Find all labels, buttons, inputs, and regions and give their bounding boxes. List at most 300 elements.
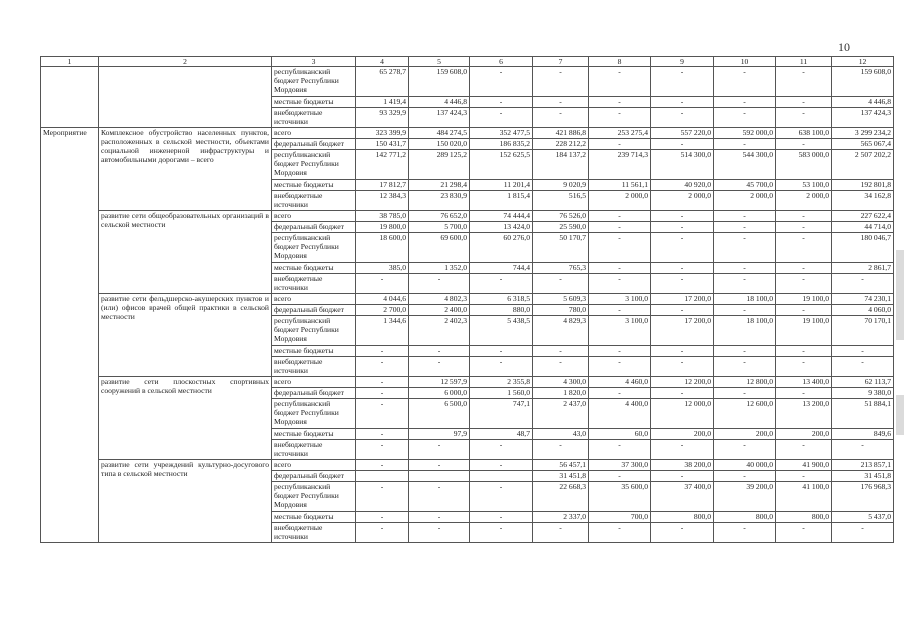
amount-cell: - xyxy=(533,108,589,128)
amount-cell: 2 000,0 xyxy=(776,191,832,211)
amount-cell: - xyxy=(409,346,470,357)
table-row xyxy=(41,294,894,305)
amount-cell: - xyxy=(589,523,651,543)
funding-source: внебюджетные источники xyxy=(272,357,356,377)
amount-cell: - xyxy=(470,67,533,97)
amount-cell: - xyxy=(776,346,832,357)
amount-cell: - xyxy=(714,211,776,222)
amount-cell: 3 299 234,2 xyxy=(832,128,894,139)
amount-cell: 200,0 xyxy=(776,429,832,440)
amount-cell: - xyxy=(589,471,651,482)
amount-cell: 228 212,2 xyxy=(533,139,589,150)
amount-cell: - xyxy=(714,263,776,274)
amount-cell: - xyxy=(714,305,776,316)
column-number: 7 xyxy=(533,57,589,67)
table-row xyxy=(41,67,894,97)
column-number: 1 xyxy=(41,57,99,67)
amount-cell: 13 200,0 xyxy=(776,399,832,429)
amount-cell: 4 060,0 xyxy=(832,305,894,316)
amount-cell: 31 451,8 xyxy=(832,471,894,482)
funding-source: федеральный бюджет xyxy=(272,222,356,233)
table-row xyxy=(41,460,894,471)
amount-cell: - xyxy=(651,357,714,377)
column-number: 4 xyxy=(356,57,409,67)
amount-cell: 2 400,0 xyxy=(409,305,470,316)
amount-cell: 592 000,0 xyxy=(714,128,776,139)
amount-cell: - xyxy=(356,523,409,543)
amount-cell: - xyxy=(470,523,533,543)
amount-cell: 12 384,3 xyxy=(356,191,409,211)
amount-cell: 5 609,3 xyxy=(533,294,589,305)
activity-description: развитие сети фельдшерско-акушерских пунктов и (или) офисов врачей общей практики в сельской местности xyxy=(99,294,272,377)
amount-cell: - xyxy=(470,440,533,460)
funding-source: всего xyxy=(272,211,356,222)
funding-source: всего xyxy=(272,460,356,471)
column-number: 9 xyxy=(651,57,714,67)
amount-cell: 744,4 xyxy=(470,263,533,274)
amount-cell: 150 431,7 xyxy=(356,139,409,150)
amount-cell: 227 622,4 xyxy=(832,211,894,222)
amount-cell: 4 802,3 xyxy=(409,294,470,305)
amount-cell: - xyxy=(651,211,714,222)
amount-cell: 176 968,3 xyxy=(832,482,894,512)
amount-cell: - xyxy=(651,346,714,357)
amount-cell: 11 561,1 xyxy=(589,180,651,191)
amount-cell: 19 100,0 xyxy=(776,316,832,346)
amount-cell: - xyxy=(356,399,409,429)
column-number: 8 xyxy=(589,57,651,67)
amount-cell xyxy=(470,471,533,482)
amount-cell: - xyxy=(651,523,714,543)
amount-cell: 159 608,0 xyxy=(409,67,470,97)
amount-cell: - xyxy=(356,357,409,377)
amount-cell: 4 300,0 xyxy=(533,377,589,388)
amount-cell: - xyxy=(651,222,714,233)
amount-cell: 17 812,7 xyxy=(356,180,409,191)
amount-cell: - xyxy=(356,440,409,460)
amount-cell: 25 590,0 xyxy=(533,222,589,233)
amount-cell: 1 560,0 xyxy=(470,388,533,399)
amount-cell: - xyxy=(533,97,589,108)
amount-cell: - xyxy=(776,139,832,150)
amount-cell: 4 829,3 xyxy=(533,316,589,346)
amount-cell: - xyxy=(832,357,894,377)
column-number: 6 xyxy=(470,57,533,67)
amount-cell: - xyxy=(356,429,409,440)
amount-cell: - xyxy=(409,523,470,543)
amount-cell: - xyxy=(714,274,776,294)
column-number: 2 xyxy=(99,57,272,67)
column-number: 5 xyxy=(409,57,470,67)
amount-cell: - xyxy=(651,263,714,274)
activity-description: развитие сети учреждений культурно-досугового типа в сельской местности xyxy=(99,460,272,543)
amount-cell: 239 714,3 xyxy=(589,150,651,180)
funding-source: внебюджетные источники xyxy=(272,108,356,128)
amount-cell: - xyxy=(356,377,409,388)
amount-cell: 97,9 xyxy=(409,429,470,440)
amount-cell: - xyxy=(714,222,776,233)
amount-cell: - xyxy=(776,357,832,377)
amount-cell: 5 438,5 xyxy=(470,316,533,346)
amount-cell: - xyxy=(589,67,651,97)
amount-cell: 6 500,0 xyxy=(409,399,470,429)
amount-cell: - xyxy=(409,460,470,471)
amount-cell: - xyxy=(409,440,470,460)
amount-cell: - xyxy=(776,263,832,274)
amount-cell: - xyxy=(470,512,533,523)
scan-mark xyxy=(896,395,904,435)
amount-cell: 1 352,0 xyxy=(409,263,470,274)
amount-cell: - xyxy=(651,97,714,108)
amount-cell xyxy=(409,471,470,482)
funding-source: федеральный бюджет xyxy=(272,471,356,482)
amount-cell: 4 460,0 xyxy=(589,377,651,388)
amount-cell: 213 857,1 xyxy=(832,460,894,471)
amount-cell: 2 507 202,2 xyxy=(832,150,894,180)
amount-cell: 19 100,0 xyxy=(776,294,832,305)
amount-cell: 34 162,8 xyxy=(832,191,894,211)
amount-cell: 4 044,6 xyxy=(356,294,409,305)
column-number: 12 xyxy=(832,57,894,67)
amount-cell: - xyxy=(409,482,470,512)
amount-cell: - xyxy=(589,108,651,128)
amount-cell: 12 200,0 xyxy=(651,377,714,388)
amount-cell: 557 220,0 xyxy=(651,128,714,139)
amount-cell: 2 000,0 xyxy=(714,191,776,211)
amount-cell: 48,7 xyxy=(470,429,533,440)
amount-cell: - xyxy=(589,211,651,222)
amount-cell: - xyxy=(776,305,832,316)
amount-cell: - xyxy=(533,67,589,97)
amount-cell: - xyxy=(589,357,651,377)
amount-cell: - xyxy=(409,274,470,294)
amount-cell: - xyxy=(776,471,832,482)
scan-mark xyxy=(896,250,904,340)
amount-cell: - xyxy=(533,440,589,460)
amount-cell: 38 785,0 xyxy=(356,211,409,222)
amount-cell: - xyxy=(714,388,776,399)
table-row xyxy=(41,128,894,139)
row-type-cell xyxy=(41,67,99,128)
amount-cell: 41 100,0 xyxy=(776,482,832,512)
amount-cell: 849,6 xyxy=(832,429,894,440)
amount-cell: - xyxy=(356,460,409,471)
amount-cell: 1 815,4 xyxy=(470,191,533,211)
funding-source: местные бюджеты xyxy=(272,97,356,108)
amount-cell: 421 886,8 xyxy=(533,128,589,139)
amount-cell: 747,1 xyxy=(470,399,533,429)
amount-cell: - xyxy=(714,523,776,543)
amount-cell: 880,0 xyxy=(470,305,533,316)
amount-cell: - xyxy=(589,388,651,399)
column-number-row xyxy=(41,57,894,67)
amount-cell: - xyxy=(589,139,651,150)
amount-cell: 51 884,1 xyxy=(832,399,894,429)
budget-table xyxy=(40,56,894,543)
amount-cell: 780,0 xyxy=(533,305,589,316)
amount-cell: - xyxy=(589,274,651,294)
funding-source: внебюджетные источники xyxy=(272,274,356,294)
funding-source: федеральный бюджет xyxy=(272,388,356,399)
amount-cell: 583 000,0 xyxy=(776,150,832,180)
amount-cell: - xyxy=(589,97,651,108)
amount-cell: 800,0 xyxy=(651,512,714,523)
amount-cell: 4 446,8 xyxy=(832,97,894,108)
amount-cell: 37 300,0 xyxy=(589,460,651,471)
amount-cell: 9 020,9 xyxy=(533,180,589,191)
amount-cell: 2 355,8 xyxy=(470,377,533,388)
amount-cell: - xyxy=(533,274,589,294)
amount-cell: 38 200,0 xyxy=(651,460,714,471)
amount-cell: - xyxy=(470,97,533,108)
amount-cell: - xyxy=(714,357,776,377)
amount-cell: - xyxy=(776,523,832,543)
amount-cell: - xyxy=(589,346,651,357)
amount-cell: 53 100,0 xyxy=(776,180,832,191)
amount-cell: 69 600,0 xyxy=(409,233,470,263)
amount-cell: 17 200,0 xyxy=(651,294,714,305)
amount-cell: - xyxy=(470,108,533,128)
amount-cell: 3 100,0 xyxy=(589,294,651,305)
amount-cell: 50 170,7 xyxy=(533,233,589,263)
amount-cell: - xyxy=(651,388,714,399)
amount-cell: 6 318,5 xyxy=(470,294,533,305)
funding-source: республиканский бюджет Республики Мордовия xyxy=(272,67,356,97)
amount-cell: 31 451,8 xyxy=(533,471,589,482)
amount-cell: 62 113,7 xyxy=(832,377,894,388)
amount-cell: 4 400,0 xyxy=(589,399,651,429)
amount-cell: 56 457,1 xyxy=(533,460,589,471)
funding-source: местные бюджеты xyxy=(272,429,356,440)
funding-source: местные бюджеты xyxy=(272,263,356,274)
amount-cell: - xyxy=(776,388,832,399)
amount-cell: - xyxy=(714,108,776,128)
amount-cell: 2 000,0 xyxy=(651,191,714,211)
amount-cell: 41 900,0 xyxy=(776,460,832,471)
amount-cell: 2 337,0 xyxy=(533,512,589,523)
amount-cell: 13 424,0 xyxy=(470,222,533,233)
funding-source: республиканский бюджет Республики Мордовия xyxy=(272,150,356,180)
amount-cell: - xyxy=(832,274,894,294)
amount-cell: - xyxy=(533,357,589,377)
amount-cell: 22 668,3 xyxy=(533,482,589,512)
amount-cell: 12 600,0 xyxy=(714,399,776,429)
amount-cell: 159 608,0 xyxy=(832,67,894,97)
amount-cell: - xyxy=(589,222,651,233)
amount-cell: 186 835,2 xyxy=(470,139,533,150)
amount-cell: 13 400,0 xyxy=(776,377,832,388)
table-row xyxy=(41,211,894,222)
amount-cell: - xyxy=(776,274,832,294)
amount-cell: 18 600,0 xyxy=(356,233,409,263)
amount-cell: - xyxy=(589,263,651,274)
amount-cell: - xyxy=(714,233,776,263)
amount-cell: 2 700,0 xyxy=(356,305,409,316)
amount-cell: 40 000,0 xyxy=(714,460,776,471)
amount-cell: - xyxy=(651,274,714,294)
amount-cell: - xyxy=(651,67,714,97)
amount-cell: 70 170,1 xyxy=(832,316,894,346)
amount-cell: 352 477,5 xyxy=(470,128,533,139)
amount-cell: - xyxy=(356,274,409,294)
funding-source: республиканский бюджет Республики Мордовия xyxy=(272,399,356,429)
amount-cell: - xyxy=(714,471,776,482)
column-number: 11 xyxy=(776,57,832,67)
row-type-cell: Мероприятие xyxy=(41,128,99,543)
amount-cell: - xyxy=(832,523,894,543)
amount-cell: 800,0 xyxy=(776,512,832,523)
amount-cell: 638 100,0 xyxy=(776,128,832,139)
amount-cell: 5 437,0 xyxy=(832,512,894,523)
amount-cell: - xyxy=(533,523,589,543)
amount-cell: 37 400,0 xyxy=(651,482,714,512)
amount-cell: 200,0 xyxy=(651,429,714,440)
amount-cell: - xyxy=(776,440,832,460)
funding-source: всего xyxy=(272,128,356,139)
amount-cell: 17 200,0 xyxy=(651,316,714,346)
amount-cell: - xyxy=(589,440,651,460)
amount-cell: - xyxy=(776,233,832,263)
amount-cell: 76 526,0 xyxy=(533,211,589,222)
funding-source: всего xyxy=(272,377,356,388)
amount-cell: 74 230,1 xyxy=(832,294,894,305)
amount-cell: 3 100,0 xyxy=(589,316,651,346)
amount-cell: 35 600,0 xyxy=(589,482,651,512)
amount-cell: 23 830,9 xyxy=(409,191,470,211)
amount-cell: - xyxy=(651,305,714,316)
amount-cell: - xyxy=(470,346,533,357)
funding-source: внебюджетные источники xyxy=(272,523,356,543)
amount-cell: 12 597,9 xyxy=(409,377,470,388)
amount-cell: 253 275,4 xyxy=(589,128,651,139)
amount-cell: - xyxy=(651,139,714,150)
page-number: 10 xyxy=(838,40,850,54)
amount-cell: 2 402,3 xyxy=(409,316,470,346)
amount-cell: - xyxy=(470,274,533,294)
amount-cell: - xyxy=(832,440,894,460)
amount-cell: 11 201,4 xyxy=(470,180,533,191)
amount-cell: 142 771,2 xyxy=(356,150,409,180)
amount-cell: 60,0 xyxy=(589,429,651,440)
amount-cell: 65 278,7 xyxy=(356,67,409,97)
activity-description: развитие сети общеобразовательных организаций в сельской местности xyxy=(99,211,272,294)
amount-cell: - xyxy=(533,346,589,357)
funding-source: местные бюджеты xyxy=(272,180,356,191)
amount-cell: - xyxy=(409,512,470,523)
amount-cell: - xyxy=(776,108,832,128)
amount-cell: - xyxy=(776,222,832,233)
amount-cell: - xyxy=(589,233,651,263)
amount-cell: - xyxy=(356,512,409,523)
amount-cell: 137 424,3 xyxy=(832,108,894,128)
funding-source: федеральный бюджет xyxy=(272,139,356,150)
amount-cell: 60 276,0 xyxy=(470,233,533,263)
amount-cell: 514 300,0 xyxy=(651,150,714,180)
amount-cell: - xyxy=(409,357,470,377)
amount-cell: - xyxy=(651,233,714,263)
amount-cell: 76 652,0 xyxy=(409,211,470,222)
amount-cell: 137 424,3 xyxy=(409,108,470,128)
amount-cell: - xyxy=(776,211,832,222)
amount-cell: 1 820,0 xyxy=(533,388,589,399)
amount-cell: 18 100,0 xyxy=(714,294,776,305)
amount-cell: 1 419,4 xyxy=(356,97,409,108)
amount-cell: 2 861,7 xyxy=(832,263,894,274)
amount-cell: 2 000,0 xyxy=(589,191,651,211)
amount-cell: - xyxy=(776,67,832,97)
amount-cell: - xyxy=(356,482,409,512)
amount-cell: - xyxy=(714,97,776,108)
amount-cell: 93 329,9 xyxy=(356,108,409,128)
amount-cell: 700,0 xyxy=(589,512,651,523)
amount-cell: - xyxy=(651,471,714,482)
amount-cell: 289 125,2 xyxy=(409,150,470,180)
funding-source: внебюджетные источники xyxy=(272,191,356,211)
funding-source: местные бюджеты xyxy=(272,346,356,357)
amount-cell: 9 380,0 xyxy=(832,388,894,399)
amount-cell: - xyxy=(714,67,776,97)
activity-description xyxy=(99,67,272,128)
column-number: 10 xyxy=(714,57,776,67)
amount-cell: 40 920,0 xyxy=(651,180,714,191)
amount-cell: 765,3 xyxy=(533,263,589,274)
amount-cell: - xyxy=(470,460,533,471)
amount-cell: 800,0 xyxy=(714,512,776,523)
amount-cell: - xyxy=(470,357,533,377)
amount-cell: - xyxy=(714,139,776,150)
amount-cell: 150 020,0 xyxy=(409,139,470,150)
funding-source: республиканский бюджет Республики Мордовия xyxy=(272,316,356,346)
amount-cell: - xyxy=(714,346,776,357)
amount-cell: 385,0 xyxy=(356,263,409,274)
table-row xyxy=(41,377,894,388)
amount-cell: 565 067,4 xyxy=(832,139,894,150)
amount-cell: 2 437,0 xyxy=(533,399,589,429)
amount-cell: - xyxy=(651,108,714,128)
funding-source: республиканский бюджет Республики Мордовия xyxy=(272,233,356,263)
amount-cell: 152 625,5 xyxy=(470,150,533,180)
amount-cell xyxy=(356,471,409,482)
amount-cell: 21 298,4 xyxy=(409,180,470,191)
amount-cell: 6 000,0 xyxy=(409,388,470,399)
amount-cell: - xyxy=(776,97,832,108)
amount-cell: 43,0 xyxy=(533,429,589,440)
amount-cell: 19 800,0 xyxy=(356,222,409,233)
amount-cell: 516,5 xyxy=(533,191,589,211)
activity-description: Комплексное обустройство населенных пунктов, расположенных в сельской местности, объектами социальной инженерной инфраструктуры и автомобильными дорогами – всего xyxy=(99,128,272,211)
funding-source: всего xyxy=(272,294,356,305)
funding-source: республиканский бюджет Республики Мордовия xyxy=(272,482,356,512)
amount-cell: 544 300,0 xyxy=(714,150,776,180)
amount-cell: 45 700,0 xyxy=(714,180,776,191)
funding-source: внебюджетные источники xyxy=(272,440,356,460)
amount-cell: 1 344,6 xyxy=(356,316,409,346)
amount-cell: 184 137,2 xyxy=(533,150,589,180)
amount-cell: 200,0 xyxy=(714,429,776,440)
amount-cell: - xyxy=(832,346,894,357)
activity-description: развитие сети плоскостных спортивных сооружений в сельской местности xyxy=(99,377,272,460)
amount-cell: 323 399,9 xyxy=(356,128,409,139)
amount-cell: - xyxy=(589,305,651,316)
amount-cell: 18 100,0 xyxy=(714,316,776,346)
amount-cell: - xyxy=(356,346,409,357)
amount-cell: - xyxy=(470,482,533,512)
amount-cell: - xyxy=(714,440,776,460)
amount-cell: 4 446,8 xyxy=(409,97,470,108)
amount-cell: 12 000,0 xyxy=(651,399,714,429)
amount-cell: 192 801,8 xyxy=(832,180,894,191)
column-number: 3 xyxy=(272,57,356,67)
